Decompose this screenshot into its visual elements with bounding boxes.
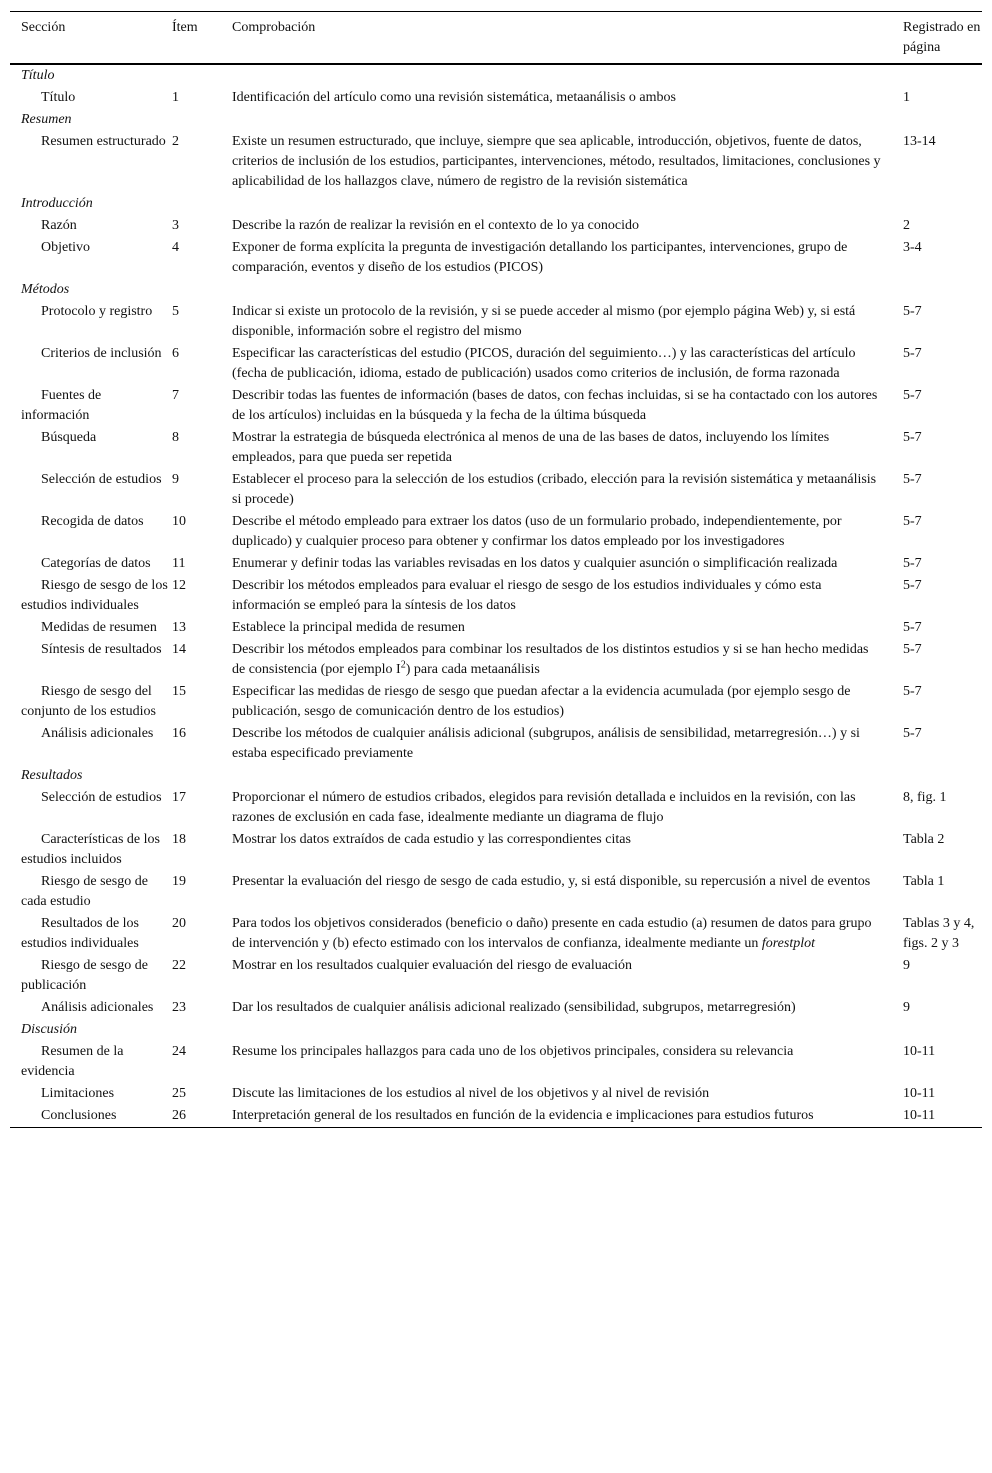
- item-cell: 22: [172, 958, 186, 973]
- section-cell: Conclusiones: [41, 1108, 117, 1123]
- table-row: [10, 215, 982, 237]
- page-cell: 5-7: [903, 346, 922, 361]
- item-cell: 7: [172, 388, 179, 403]
- table-row: [10, 723, 982, 765]
- check-cell: [232, 913, 903, 955]
- section-cell: Medidas de resumen: [41, 620, 157, 635]
- item-cell: 14: [172, 642, 186, 657]
- page-cell: 3-4: [903, 240, 922, 255]
- page-cell: 1: [903, 90, 910, 105]
- item-cell: 19: [172, 874, 186, 889]
- page-cell: 8, fig. 1: [903, 790, 947, 805]
- section-cell: Fuentes de información: [21, 388, 102, 423]
- item-cell: 13: [172, 620, 186, 635]
- section-cell: Análisis adicionales: [41, 1000, 154, 1015]
- table-row: [10, 131, 982, 193]
- section-cell: Resumen estructurado: [41, 134, 166, 149]
- section-cell: Limitaciones: [41, 1086, 115, 1101]
- item-cell: 12: [172, 578, 186, 593]
- check-cell: [232, 301, 903, 343]
- table-row: [10, 913, 982, 955]
- item-cell: 10: [172, 514, 186, 529]
- check-text-after: ) para cada metaanálisis: [405, 662, 540, 677]
- page-cell: 5-7: [903, 472, 922, 487]
- category-label: Métodos: [21, 282, 70, 297]
- page-cell: 2: [903, 218, 910, 233]
- category-row: [10, 279, 982, 301]
- check-text: Describe los métodos de cualquier análisis adicional (subgrupos, análisis de sensibilidad, metarregresión…) y si estaba especificado previamente: [232, 726, 860, 761]
- section-cell: Objetivo: [41, 240, 90, 255]
- section-cell: Criterios de inclusión: [41, 346, 162, 361]
- prisma-checklist-table: [10, 11, 982, 1128]
- table-row: [10, 829, 982, 871]
- section-cell: Búsqueda: [41, 430, 97, 445]
- page-cell: 5-7: [903, 642, 922, 657]
- page-cell: 5-7: [903, 304, 922, 319]
- check-cell: [232, 1041, 903, 1083]
- item-cell: 23: [172, 1000, 186, 1015]
- check-cell: [232, 87, 903, 109]
- check-cell: [232, 829, 903, 871]
- category-row: [10, 765, 982, 787]
- table-row: [10, 997, 982, 1019]
- check-text: Establecer el proceso para la selección de los estudios (cribado, elección para la revisión sistemática y metaanálisis si procede): [232, 472, 877, 507]
- section-cell: Resultados de los estudios individuales: [21, 916, 139, 951]
- header-page: Registrado en página: [903, 12, 982, 65]
- page-cell: 9: [903, 958, 910, 973]
- section-cell: Características de los estudios incluidos: [21, 832, 160, 867]
- table-row: [10, 681, 982, 723]
- item-cell: 25: [172, 1086, 186, 1101]
- check-text: Describir los métodos empleados para evaluar el riesgo de sesgo de los estudios individuales y cómo esta información se empleó para la síntesis de los datos: [232, 578, 822, 613]
- check-cell: [232, 997, 903, 1019]
- table-row: [10, 575, 982, 617]
- check-text: Especificar las medidas de riesgo de sesgo que puedan afectar a la evidencia acumulada (por ejemplo sesgo de publicación, sesgo de comunicación dentro de los estudios): [232, 684, 851, 719]
- check-cell: [232, 131, 903, 193]
- table-row: [10, 871, 982, 913]
- section-cell: Síntesis de resultados: [41, 642, 162, 657]
- category-row: [10, 193, 982, 215]
- item-cell: 18: [172, 832, 186, 847]
- table-row: [10, 787, 982, 829]
- check-text: Existe un resumen estructurado, que incluye, siempre que sea aplicable, introducción, objetivos, fuente de datos, criterios de inclusión de los estudios, participantes, intervenciones, método, resultados, limitaciones, conclusiones y aplicabilidad de los hallazgos clave, número de registro de la revisión sistemática: [232, 134, 881, 189]
- category-label: Resumen: [21, 112, 72, 127]
- check-text: Mostrar en los resultados cualquier evaluación del riesgo de evaluación: [232, 958, 633, 973]
- item-cell: 15: [172, 684, 186, 699]
- section-cell: Riesgo de sesgo de cada estudio: [21, 874, 148, 909]
- item-cell: 26: [172, 1108, 186, 1123]
- section-cell: Análisis adicionales: [41, 726, 154, 741]
- page-cell: 13-14: [903, 134, 936, 149]
- category-row: [10, 1019, 982, 1041]
- check-text: Describe la razón de realizar la revisión en el contexto de lo ya conocido: [232, 218, 639, 233]
- section-cell: Riesgo de sesgo del conjunto de los estudios: [21, 684, 156, 719]
- category-row: [10, 64, 982, 87]
- table-row: [10, 617, 982, 639]
- item-cell: 11: [172, 556, 186, 571]
- check-text: Establece la principal medida de resumen: [232, 620, 465, 635]
- table-row: [10, 237, 982, 279]
- table-row: [10, 469, 982, 511]
- page-cell: Tablas 3 y 4, figs. 2 y 3: [903, 916, 975, 951]
- table-row: [10, 511, 982, 553]
- check-text: Discute las limitaciones de los estudios al nivel de los objetivos y al nivel de revisión: [232, 1086, 710, 1101]
- check-text: Exponer de forma explícita la pregunta de investigación detallando los participantes, intervenciones, grupo de comparación, eventos y diseño de los estudios (PICOS): [232, 240, 848, 275]
- check-text: Dar los resultados de cualquier análisis adicional realizado (sensibilidad, subgrupos, metarregresión): [232, 1000, 796, 1015]
- check-emphasis: forestplot: [761, 936, 816, 951]
- page-cell: 10-11: [903, 1108, 936, 1123]
- check-text: Identificación del artículo como una revisión sistemática, metaanálisis o ambos: [232, 90, 676, 105]
- page-cell: 5-7: [903, 726, 922, 741]
- check-cell: [232, 469, 903, 511]
- check-text: Mostrar la estrategia de búsqueda electrónica al menos de una de las bases de datos, incluyendo los límites empleados, para que pueda ser repetida: [232, 430, 830, 465]
- page-cell: Tabla 1: [903, 874, 945, 889]
- check-cell: [232, 787, 903, 829]
- check-cell: [232, 575, 903, 617]
- check-cell: [232, 237, 903, 279]
- table-row: [10, 639, 982, 681]
- header-section: Sección: [10, 12, 172, 65]
- check-cell: [232, 617, 903, 639]
- check-text: Describir los métodos empleados para combinar los resultados de los distintos estudios y si se han hecho medidas de consistencia (por ejemplo I: [232, 642, 869, 677]
- header-item: Ítem: [172, 12, 232, 65]
- item-cell: 2: [172, 134, 179, 149]
- check-cell: [232, 215, 903, 237]
- check-cell: [232, 553, 903, 575]
- item-cell: 4: [172, 240, 179, 255]
- section-cell: Categorías de datos: [41, 556, 151, 571]
- page-cell: Tabla 2: [903, 832, 945, 847]
- category-label: Título: [21, 68, 55, 83]
- check-cell: [232, 511, 903, 553]
- item-cell: 1: [172, 90, 179, 105]
- table-row: [10, 1083, 982, 1105]
- check-text: Indicar si existe un protocolo de la revisión, y si se puede acceder al mismo (por ejemplo página Web) y, si está disponible, información sobre el registro del mismo: [232, 304, 856, 339]
- check-cell: [232, 723, 903, 765]
- item-cell: 6: [172, 346, 179, 361]
- page-cell: 5-7: [903, 430, 922, 445]
- page-cell: 5-7: [903, 684, 922, 699]
- section-cell: Riesgo de sesgo de los estudios individuales: [21, 578, 168, 613]
- section-cell: Razón: [41, 218, 77, 233]
- item-cell: 16: [172, 726, 186, 741]
- superscript: 2: [400, 659, 406, 671]
- table-row: [10, 1041, 982, 1083]
- check-cell: [232, 385, 903, 427]
- section-cell: Recogida de datos: [41, 514, 144, 529]
- item-cell: 9: [172, 472, 179, 487]
- table-row: [10, 301, 982, 343]
- table-row: [10, 955, 982, 997]
- page-cell: 5-7: [903, 620, 922, 635]
- check-text: Describir todas las fuentes de información (bases de datos, con fechas incluidas, si se ha contactado con los autores de los artículos) incluidas en la búsqueda y la fecha de la última búsqueda: [232, 388, 878, 423]
- item-cell: 8: [172, 430, 179, 445]
- table-row: [10, 553, 982, 575]
- page-cell: 5-7: [903, 578, 922, 593]
- item-cell: 24: [172, 1044, 186, 1059]
- check-text: Interpretación general de los resultados en función de la evidencia e implicaciones para estudios futuros: [232, 1108, 814, 1123]
- table-row: [10, 87, 982, 109]
- check-cell: [232, 343, 903, 385]
- table-header: [10, 12, 982, 65]
- page-cell: 9: [903, 1000, 910, 1015]
- check-text: Enumerar y definir todas las variables revisadas en los datos y cualquier asunción o simplificación realizada: [232, 556, 838, 571]
- section-cell: Selección de estudios: [41, 790, 162, 805]
- page-cell: 5-7: [903, 556, 922, 571]
- page-cell: 10-11: [903, 1044, 936, 1059]
- page-cell: 10-11: [903, 1086, 936, 1101]
- check-cell: [232, 681, 903, 723]
- header-check: Comprobación: [232, 12, 903, 65]
- category-label: Resultados: [21, 768, 83, 783]
- item-cell: 17: [172, 790, 186, 805]
- table-row: [10, 427, 982, 469]
- check-cell: [232, 955, 903, 997]
- check-text: Describe el método empleado para extraer los datos (uso de un formulario probado, independientemente, por duplicado) y cualquier proceso para obtener y confirmar los datos empleado por los investigadores: [232, 514, 842, 549]
- item-cell: 5: [172, 304, 179, 319]
- table-row: [10, 1105, 982, 1128]
- check-text: Presentar la evaluación del riesgo de sesgo de cada estudio, y, si está disponible, su repercusión a nivel de eventos: [232, 874, 871, 889]
- section-cell: Resumen de la evidencia: [21, 1044, 124, 1079]
- section-cell: Protocolo y registro: [41, 304, 153, 319]
- check-text: Resume los principales hallazgos para cada uno de los objetivos principales, considera su relevancia: [232, 1044, 794, 1059]
- check-text: Para todos los objetivos considerados (beneficio o daño) presente en cada estudio (a) resumen de datos para grupo de intervención y (b) efecto estimado con los intervalos de confianza, idealmente mediante un: [232, 916, 872, 951]
- table-row: [10, 385, 982, 427]
- check-text: Mostrar los datos extraídos de cada estudio y las correspondientes citas: [232, 832, 631, 847]
- item-cell: 20: [172, 916, 186, 931]
- table-row: [10, 343, 982, 385]
- category-label: Introducción: [21, 196, 93, 211]
- check-cell: [232, 427, 903, 469]
- check-text: Proporcionar el número de estudios cribados, elegidos para revisión detallada e incluidos en la revisión, con las razones de exclusión en cada fase, idealmente mediante un diagrama de flujo: [232, 790, 856, 825]
- check-cell: [232, 1105, 903, 1128]
- section-cell: Selección de estudios: [41, 472, 162, 487]
- category-row: [10, 109, 982, 131]
- check-cell: [232, 871, 903, 913]
- section-cell: Título: [41, 90, 76, 105]
- check-cell: [232, 1083, 903, 1105]
- category-label: Discusión: [21, 1022, 77, 1037]
- item-cell: 3: [172, 218, 179, 233]
- page-cell: 5-7: [903, 514, 922, 529]
- check-cell: [232, 639, 903, 681]
- page-cell: 5-7: [903, 388, 922, 403]
- table-body: [10, 64, 982, 1128]
- check-text: Especificar las características del estudio (PICOS, duración del seguimiento…) y las características del artículo (fecha de publicación, idioma, estado de publicación) usados como criterios de inclusión, de forma razonada: [232, 346, 856, 381]
- section-cell: Riesgo de sesgo de publicación: [21, 958, 148, 993]
